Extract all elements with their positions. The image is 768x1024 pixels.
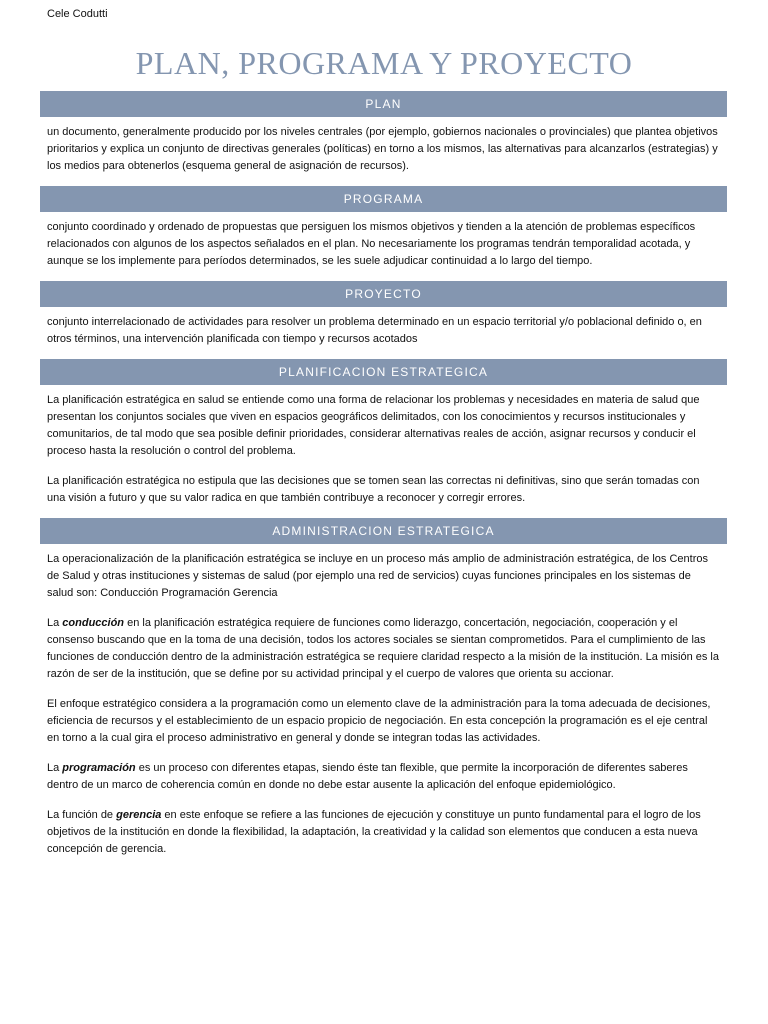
administracion-paragraph-enfoque: El enfoque estratégico considera a la programación como un elemento clave de la administración para la toma adecuada de decisiones, eficiencia de recursos y el establecimiento de un espacio propicio de negociación. En esta concepción la programación es el eje central en torno a la cual gira el proceso administrativo en general y donde se integran todas las actividades. — [47, 698, 711, 744]
document-body — [40, 91, 727, 858]
programa-definition: conjunto coordinado y ordenado de propuestas que persiguen los mismos objetivos y tienden a la atención de problemas específicos relacionados con algunos de los aspectos señalados en el plan. No necesariamente los programas tendrán temporalidad acotada, y aunque se los implemente para períodos determinados, se les suele adjudicar continuidad a lo largo del tiempo. — [47, 221, 696, 267]
section-heading-administracion: ADMINISTRACION ESTRATEGICA — [40, 518, 727, 544]
section-spacer — [40, 175, 727, 186]
text-run: La función de — [47, 809, 117, 821]
section-proyecto — [40, 281, 727, 348]
term-gerencia: gerencia — [116, 809, 162, 821]
section-spacer — [40, 507, 727, 518]
planificacion-paragraph-1: La planificación estratégica en salud se entiende como una forma de relacionar los problemas y necesidades en materia de salud que presentan los conjuntos sociales que viven en espacios geográficos delimitados, con los conocimientos y recursos institucionales y comunitarios, de tal modo que sea posible definir prioridades, considerar alternativas reales de acción, asignar recursos y conducir el proceso hasta la resolución o control del problema. — [47, 394, 700, 457]
section-heading-programa: PROGRAMA — [40, 186, 727, 212]
plan-definition: un documento, generalmente producido por los niveles centrales (por ejemplo, gobiernos nacionales o provinciales) que plantea objetivos prioritarios y explica un conjunto de directivas generales (políticas) en torno a los mismos, las alternativas para alcanzarlos (estrategias) y los medios para obtenerlos (esquema general de asignación de recursos). — [47, 126, 718, 172]
section-planificacion-estrategica — [40, 359, 727, 507]
section-spacer — [40, 270, 727, 281]
term-conduccion: conducción — [62, 617, 125, 629]
administracion-paragraph-1: La operacionalización de la planificación estratégica se incluye en un proceso más amplio de administración estratégica, de los Centros de Salud y otras instituciones y sistemas de salud (por ejemplo una red de servicios) cuyas funciones principales en los sistemas de salud son: Conducción Programación Gerencia — [47, 553, 708, 599]
proyecto-definition: conjunto interrelacionado de actividades para resolver un problema determinado en un espacio territorial y/o poblacional definido o, en otros términos, una intervención planificada con tiempo y recursos acotados — [47, 316, 702, 345]
term-programacion: programación — [62, 762, 136, 774]
section-spacer — [40, 348, 727, 359]
administracion-paragraph-conduccion — [40, 615, 727, 683]
text-run: en este enfoque se refiere a las funciones de ejecución y constituye un punto fundamental para el logro de los objetivos de la institución en donde la flexibilidad, la adaptación, la creatividad y la calidad son elementos que conducen a esta nueva concepción de gerencia. — [47, 809, 701, 855]
text-run: La — [47, 617, 63, 629]
administracion-paragraph-programacion — [40, 760, 727, 794]
text-run: es un proceso con diferentes etapas, siendo éste tan flexible, que permite la incorporación de diferentes saberes dentro de un marco de coherencia común en donde no debe estar ausente la aplicación del enfoque epidemiológico. — [47, 762, 688, 791]
author-name: Cele Codutti — [47, 8, 108, 20]
section-heading-proyecto: PROYECTO — [40, 281, 727, 307]
administracion-paragraph-gerencia — [40, 807, 727, 858]
section-heading-planificacion: PLANIFICACION ESTRATEGICA — [40, 359, 727, 385]
text-run: La — [47, 762, 63, 774]
text-run: en la planificación estratégica requiere de funciones como liderazgo, concertación, negociación, cooperación y el consenso buscando que en la toma de una decisión, todos los actores sociales se sientan comprometidos. Para el cumplimiento de las funciones de conducción dentro de la administración estratégica se requiere claridad respecto a la misión de la institución. La misión es la razón de ser de la institución, que se define por su actividad principal y el cuerpo de valores que orienta su accionar. — [47, 617, 719, 680]
section-heading-plan: PLAN — [40, 91, 727, 117]
section-plan — [40, 91, 727, 175]
document-title: PLAN, PROGRAMA Y PROYECTO — [135, 45, 633, 81]
section-administracion-estrategica — [40, 518, 727, 858]
section-programa — [40, 186, 727, 270]
planificacion-paragraph-2: La planificación estratégica no estipula que las decisiones que se tomen sean las correctas ni definitivas, sino que serán tomadas con una visión a futuro y que su valor radica en que también contribuye a reconocer y corregir errores. — [47, 475, 700, 504]
